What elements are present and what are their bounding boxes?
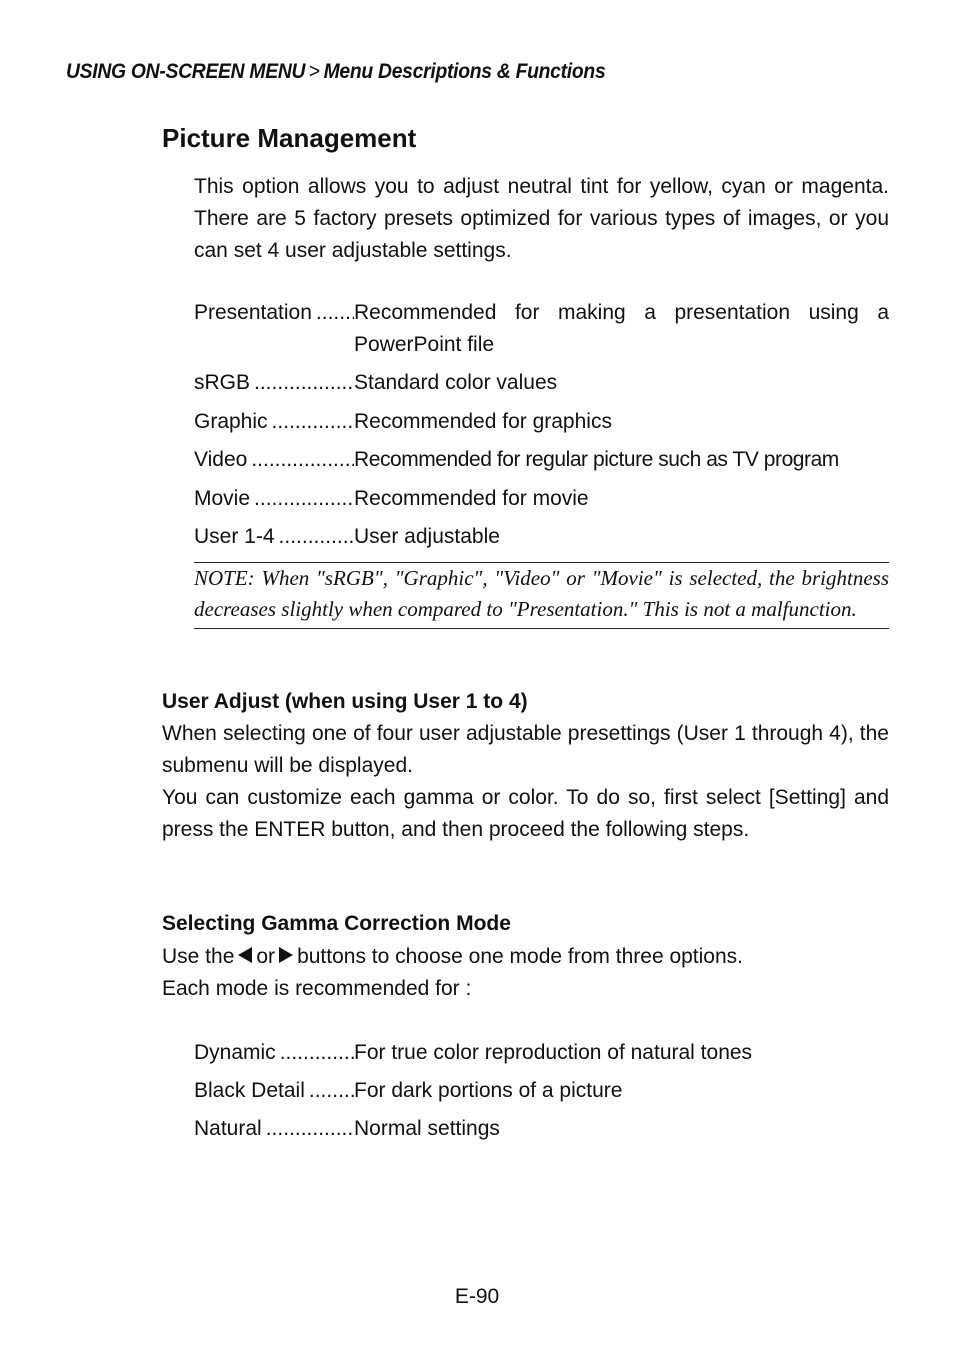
mode-row	[194, 1113, 889, 1151]
intro-paragraph: This option allows you to adjust neutral tint for yellow, cyan or magenta. There are 5 factory presets optimized for various types of images, or you can set 4 user adjustable settings.	[194, 175, 889, 262]
mode-term: Black Detail	[194, 1079, 305, 1102]
right-arrow-icon	[279, 947, 293, 963]
leader-dots	[251, 444, 354, 476]
leader-dots	[254, 483, 354, 515]
gamma-heading: Selecting Gamma Correction Mode	[162, 912, 511, 935]
preset-row	[194, 367, 889, 406]
preset-row	[194, 297, 889, 367]
leader-dots	[272, 406, 354, 438]
preset-desc: Standard color values	[354, 371, 558, 394]
user-adjust-heading: User Adjust (when using User 1 to 4)	[162, 690, 528, 713]
preset-row	[194, 483, 889, 522]
preset-term: sRGB	[194, 371, 251, 394]
gamma-line-1-or: or	[256, 945, 276, 968]
gamma-line-2: Each mode is recommended for :	[162, 977, 472, 1000]
mode-desc: For dark portions of a picture	[354, 1079, 623, 1102]
preset-term: User 1-4	[194, 525, 275, 548]
leader-dots	[316, 297, 354, 329]
breadcrumb	[66, 60, 605, 84]
mode-term: Dynamic	[194, 1041, 276, 1064]
breadcrumb-subsection: Menu Descriptions & Functions	[323, 60, 606, 83]
mode-row	[194, 1075, 889, 1113]
breadcrumb-section: USING ON-SCREEN MENU	[66, 60, 306, 83]
preset-desc: User adjustable	[354, 525, 500, 548]
preset-row	[194, 406, 889, 445]
gamma-mode-list	[194, 1037, 889, 1151]
user-adjust-text	[162, 718, 889, 846]
preset-desc: Recommended for graphics	[354, 409, 612, 433]
preset-term: Presentation	[194, 301, 312, 324]
leader-dots	[280, 1037, 354, 1069]
breadcrumb-separator: >	[308, 60, 320, 83]
page-number: E-90	[454, 1285, 500, 1308]
leader-dots	[279, 521, 354, 553]
gamma-line-1	[162, 941, 889, 973]
preset-term: Graphic	[194, 409, 268, 433]
mode-desc: For true color reproduction of natural tones	[354, 1041, 753, 1064]
note-box: NOTE: When "sRGB", "Graphic", "Video" or "Movie" is selected, the brightness decreases slightly when compared to "Presentation." This is not a malfunction.	[194, 562, 889, 629]
gamma-line-1-end: buttons to choose one mode from three options.	[297, 945, 744, 968]
mode-desc: Normal settings	[354, 1117, 500, 1140]
leader-dots	[309, 1075, 354, 1107]
mode-term: Natural	[194, 1117, 262, 1140]
user-adjust-paragraph-1: When selecting one of four user adjustable presettings (User 1 through 4), the submenu will be displayed.	[162, 722, 889, 777]
preset-desc: Recommended for movie	[354, 486, 589, 510]
user-adjust-paragraph-2: You can customize each gamma or color. To do so, first select [Setting] and press the ENTER button, and then proceed the following steps.	[162, 786, 889, 841]
preset-desc: Recommended for regular picture such as TV program	[354, 448, 839, 471]
preset-list	[194, 297, 889, 560]
leader-dots	[254, 367, 354, 399]
preset-term: Video	[194, 448, 248, 471]
mode-row	[194, 1037, 889, 1075]
left-arrow-icon	[238, 947, 252, 963]
preset-desc: Recommended for making a presentation using a PowerPoint file	[354, 301, 889, 356]
section-title: Picture Management	[162, 123, 417, 153]
gamma-text	[162, 941, 889, 1005]
preset-row	[194, 521, 889, 560]
preset-term: Movie	[194, 486, 251, 510]
preset-row	[194, 444, 889, 483]
gamma-line-1-start: Use the	[162, 945, 235, 968]
leader-dots	[266, 1113, 354, 1145]
